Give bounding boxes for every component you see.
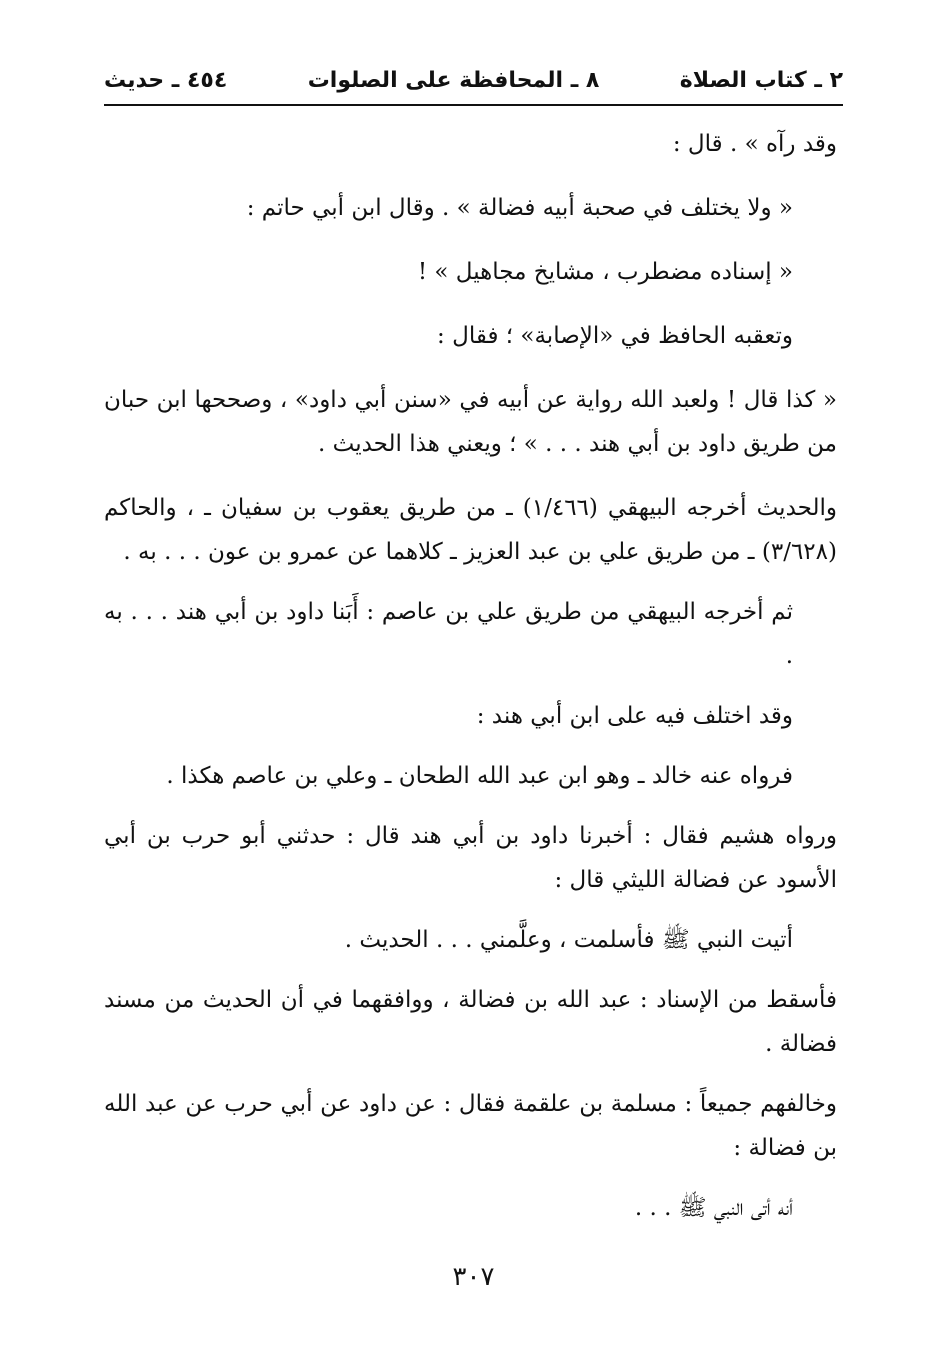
- header-hadith-number: ٤٥٤ ـ حديث: [104, 67, 228, 93]
- paragraph: « إسناده مضطرب ، مشايخ مجاهيل » !: [417, 259, 793, 285]
- header-book-title: ٢ ـ كتاب الصلاة: [679, 67, 843, 93]
- header-divider: [104, 104, 843, 106]
- header-chapter-title: ٨ ـ المحافظة على الصلوات: [307, 67, 600, 93]
- paragraph: أنه أتى النبي ﷺ . . .: [634, 1195, 793, 1221]
- running-header: [104, 58, 843, 102]
- paragraph: « كذا قال ! ولعبد الله رواية عن أبيه في «سنن أبي داود» ، وصححها ابن حبان من طريق داود بن أبي هند . . . » ؛ ويعني هذا الحديث .: [104, 387, 837, 457]
- paragraph: وقد اختلف فيه على ابن أبي هند :: [476, 703, 793, 729]
- paragraph: « ولا يختلف في صحبة أبيه فضالة » . وقال ابن أبي حاتم :: [246, 195, 793, 221]
- paragraph: ثم أخرجه البيهقي من طريق علي بن عاصم : أَبَنا داود بن أبي هند . . . به .: [104, 599, 793, 669]
- page-body: [104, 122, 837, 1230]
- paragraph: فأسقط من الإسناد : عبد الله بن فضالة ، ووافقهما في أن الحديث من مسند فضالة .: [104, 987, 837, 1057]
- paragraph: والحديث أخرجه البيهقي (١/٤٦٦) ـ من طريق يعقوب بن سفيان ـ ، والحاكم (٣/٦٢٨) ـ من طريق علي بن عبد العزيز ـ كلاهما عن عمرو بن عون . . . به .: [104, 495, 837, 565]
- paragraph: وتعقبه الحافظ في «الإصابة» ؛ فقال :: [437, 323, 793, 349]
- paragraph: فرواه عنه خالد ـ وهو ابن عبد الله الطحان ـ وعلي بن عاصم هكذا .: [166, 763, 793, 789]
- page-number: ٣٠٧: [452, 1262, 495, 1292]
- paragraph: أتيت النبي ﷺ فأسلمت ، وعلَّمني . . . الحديث .: [344, 927, 793, 953]
- paragraph: ورواه هشيم فقال : أخبرنا داود بن أبي هند قال : حدثني أبو حرب بن أبي الأسود عن فضالة الليثي قال :: [104, 823, 837, 893]
- paragraph: وقد رآه » . قال :: [672, 131, 837, 157]
- paragraph: وخالفهم جميعاً : مسلمة بن علقمة فقال : عن داود عن أبي حرب عن عبد الله بن فضالة :: [104, 1091, 837, 1161]
